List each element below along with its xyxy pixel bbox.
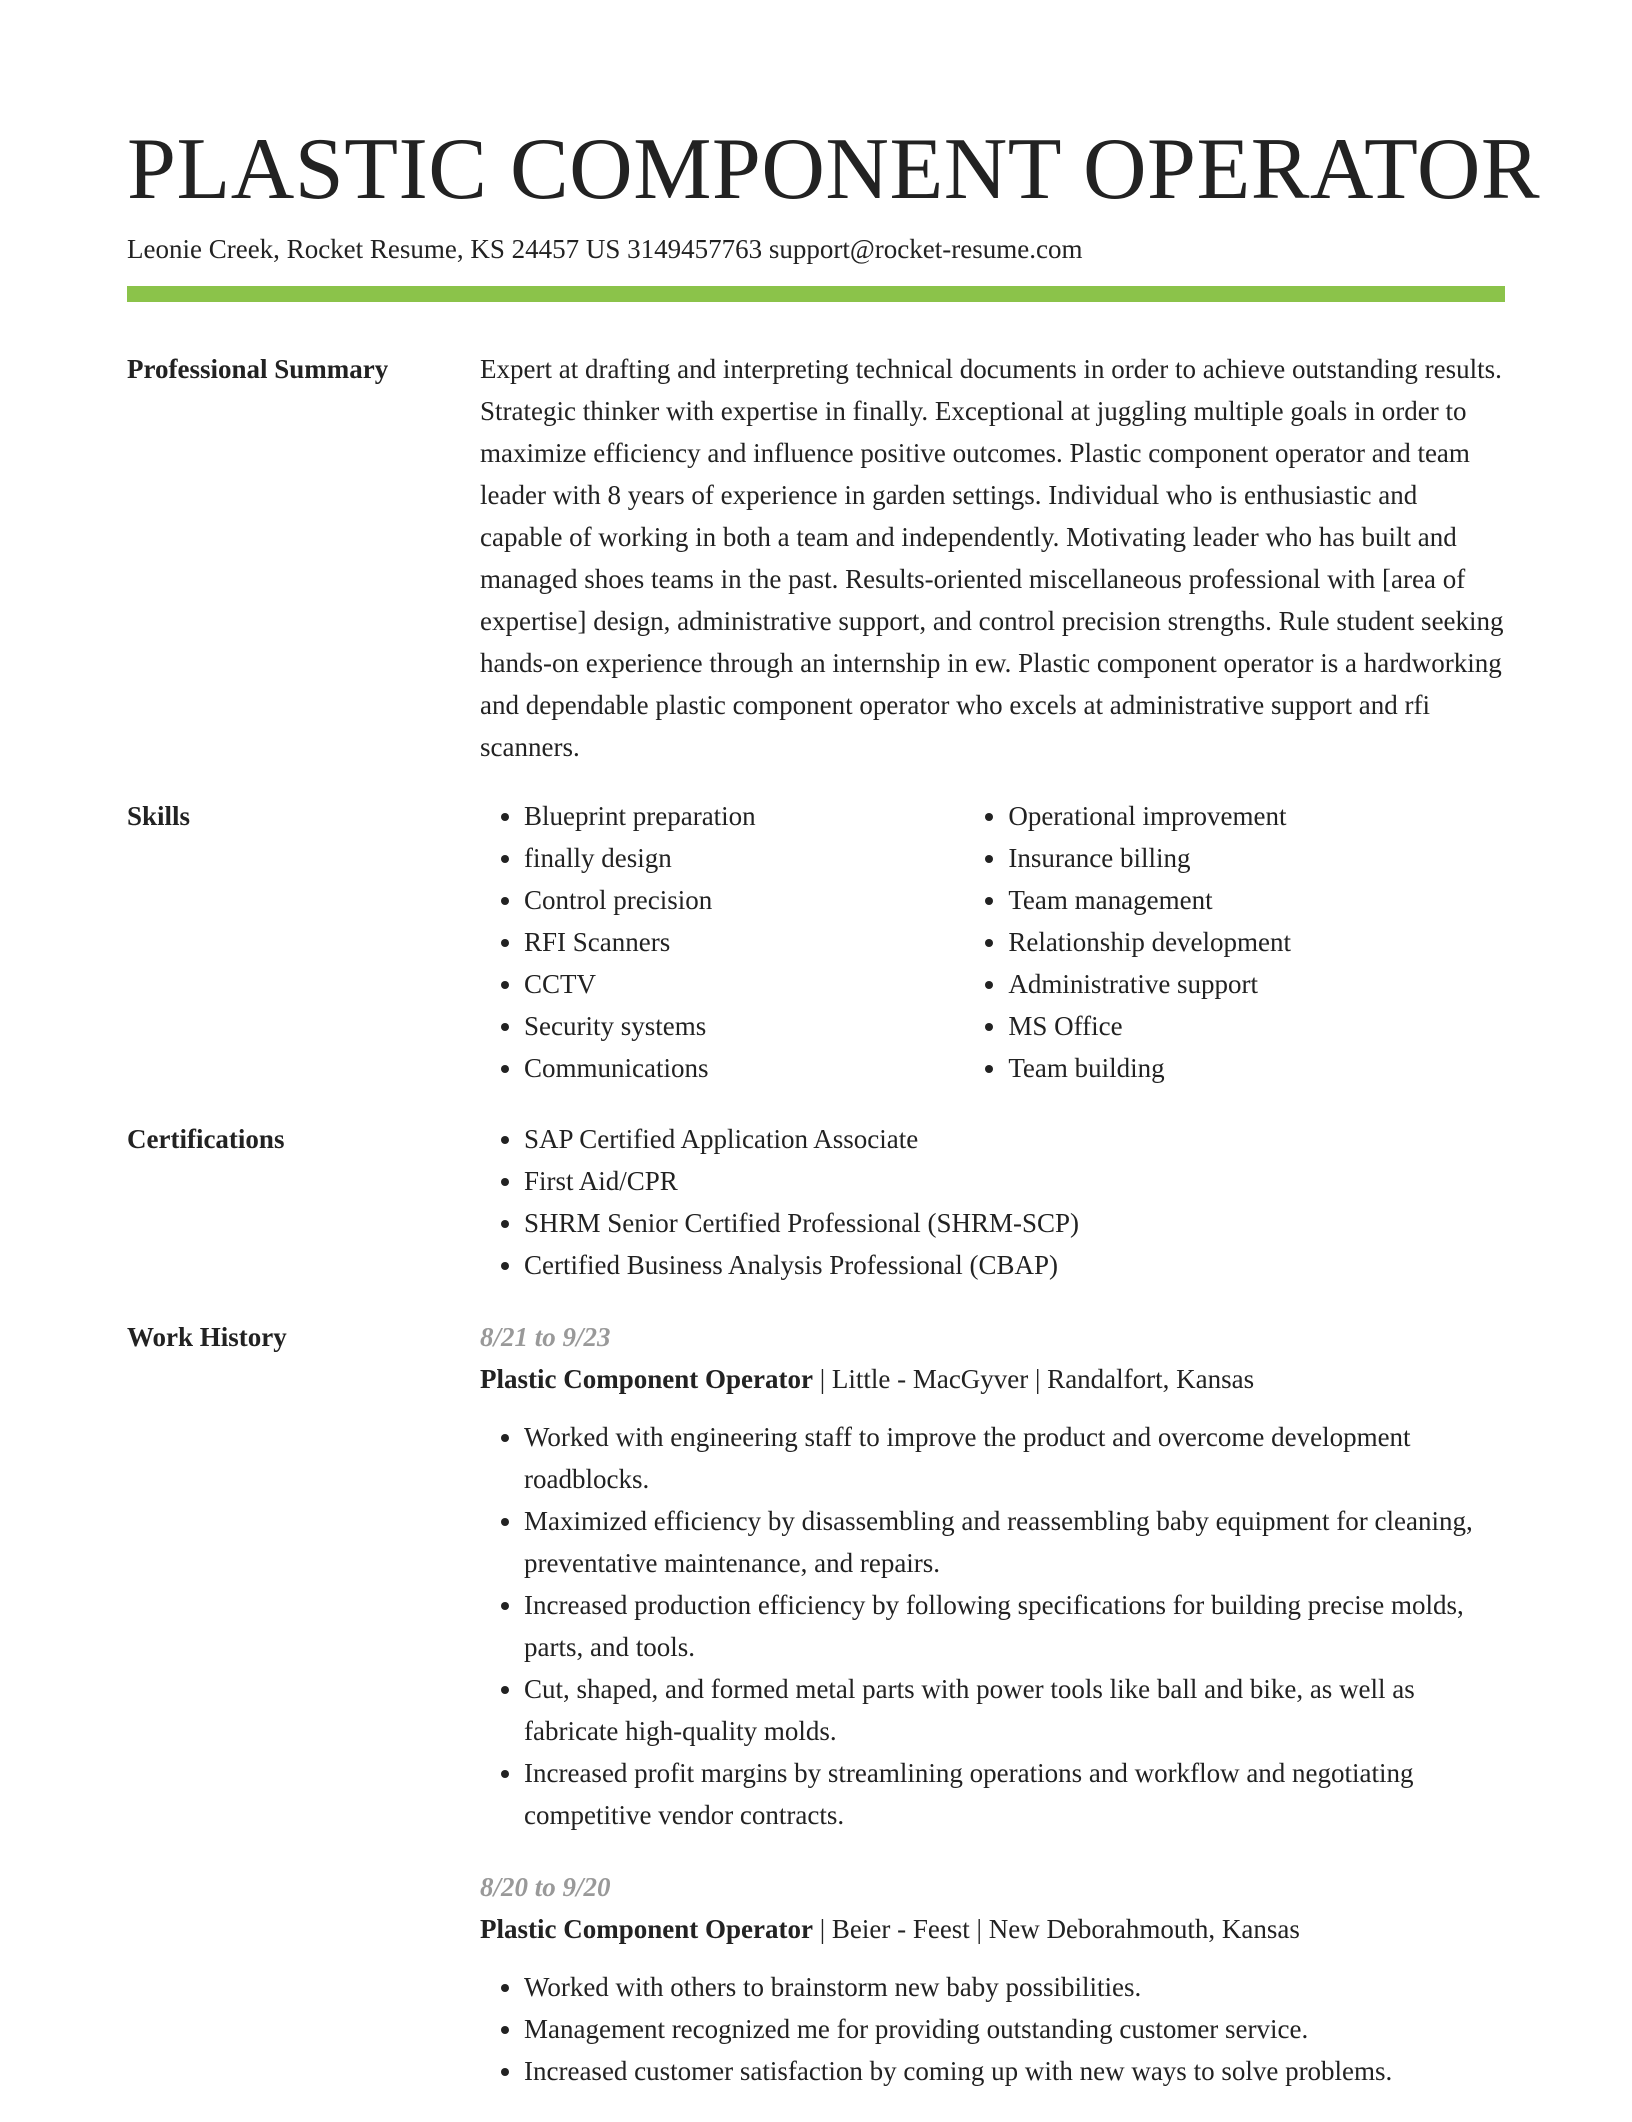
job-bullets xyxy=(480,1966,1505,2092)
skill-item: • finally design xyxy=(524,837,964,879)
certifications-list xyxy=(480,1118,1505,1286)
skill-item: • Control precision xyxy=(524,879,964,921)
certification-item: • SAP Certified Application Associate xyxy=(524,1118,1505,1160)
job-dates: 8/20 to 9/20 xyxy=(480,1872,611,1902)
job-bullet: • Increased customer satisfaction by coming up with new ways to solve problems. xyxy=(524,2050,1505,2092)
accent-divider xyxy=(127,286,1505,302)
job-employer-location: | Little - MacGyver | Randalfort, Kansas xyxy=(812,1364,1255,1394)
skill-item: • Team building xyxy=(1008,1047,1505,1089)
certification-item: • SHRM Senior Certified Professional (SHRM-SCP) xyxy=(524,1202,1505,1244)
job-bullet: • Increased production efficiency by following specifications for building precise molds, parts, and tools. xyxy=(524,1584,1505,1668)
job-bullet: • Maximized efficiency by disassembling and reassembling baby equipment for cleaning, preventative maintenance, and repairs. xyxy=(524,1500,1505,1584)
job-bullet: • Cut, shaped, and formed metal parts with power tools like ball and bike, as well as fabricate high-quality molds. xyxy=(524,1668,1505,1752)
job-entry xyxy=(480,1866,1505,2092)
skill-item: • Relationship development xyxy=(1008,921,1505,963)
job-title: Plastic Component Operator xyxy=(480,1914,813,1944)
resume-title: PLASTIC COMPONENT OPERATOR xyxy=(127,121,1541,218)
certification-item: • Certified Business Analysis Professional (CBAP) xyxy=(524,1244,1505,1286)
skill-item: • Security systems xyxy=(524,1005,964,1047)
skills-heading: Skills xyxy=(127,801,191,831)
summary-text: Expert at drafting and interpreting technical documents in order to achieve outstanding results. Strategic thinker with expertise in finally. Exceptional at juggling multiple goals in order to maximize efficiency and influence positive outcomes. Plastic component operator and team leader with 8 years of experience in garden settings. Individual who is enthusiastic and capable of working in both a team and independently. Motivating leader who has built and managed shoes teams in the past. Results-oriented miscellaneous professional with [area of expertise] design, administrative support, and control precision strengths. Rule student seeking hands-on experience through an internship in ew. Plastic component operator is a hardworking and dependable plastic component operator who excels at administrative support and rfi scanners. xyxy=(480,354,1504,762)
skill-item: • Administrative support xyxy=(1008,963,1505,1005)
summary-heading: Professional Summary xyxy=(127,354,389,384)
job-employer-location: | Beier - Feest | New Deborahmouth, Kansas xyxy=(812,1914,1300,1944)
job-bullet: • Increased profit margins by streamlining operations and workflow and negotiating competitive vendor contracts. xyxy=(524,1752,1505,1836)
skill-item: • Operational improvement xyxy=(1008,795,1505,837)
skill-item: • Team management xyxy=(1008,879,1505,921)
certifications-heading: Certifications xyxy=(127,1124,285,1154)
job-bullets xyxy=(480,1416,1505,1836)
certification-item: • First Aid/CPR xyxy=(524,1160,1505,1202)
job-bullet: • Worked with engineering staff to improve the product and overcome development roadblocks. xyxy=(524,1416,1505,1500)
job-title: Plastic Component Operator xyxy=(480,1364,813,1394)
job-bullet: • Worked with others to brainstorm new baby possibilities. xyxy=(524,1966,1505,2008)
skill-item: • Communications xyxy=(524,1047,964,1089)
job-title-line xyxy=(480,1358,1505,1400)
skills-list-left xyxy=(480,795,964,1089)
skill-item: • Blueprint preparation xyxy=(524,795,964,837)
job-title-line xyxy=(480,1908,1505,1950)
skill-item: • RFI Scanners xyxy=(524,921,964,963)
skill-item: • CCTV xyxy=(524,963,964,1005)
contact-line: Leonie Creek, Rocket Resume, KS 24457 US 3149457763 support@rocket-resume.com xyxy=(127,234,1083,264)
job-dates: 8/21 to 9/23 xyxy=(480,1322,611,1352)
job-entry xyxy=(480,1316,1505,1836)
skill-item: • MS Office xyxy=(1008,1005,1505,1047)
skill-item: • Insurance billing xyxy=(1008,837,1505,879)
skills-list-right xyxy=(964,795,1505,1089)
job-bullet: • Management recognized me for providing outstanding customer service. xyxy=(524,2008,1505,2050)
work-history-heading: Work History xyxy=(127,1322,287,1352)
